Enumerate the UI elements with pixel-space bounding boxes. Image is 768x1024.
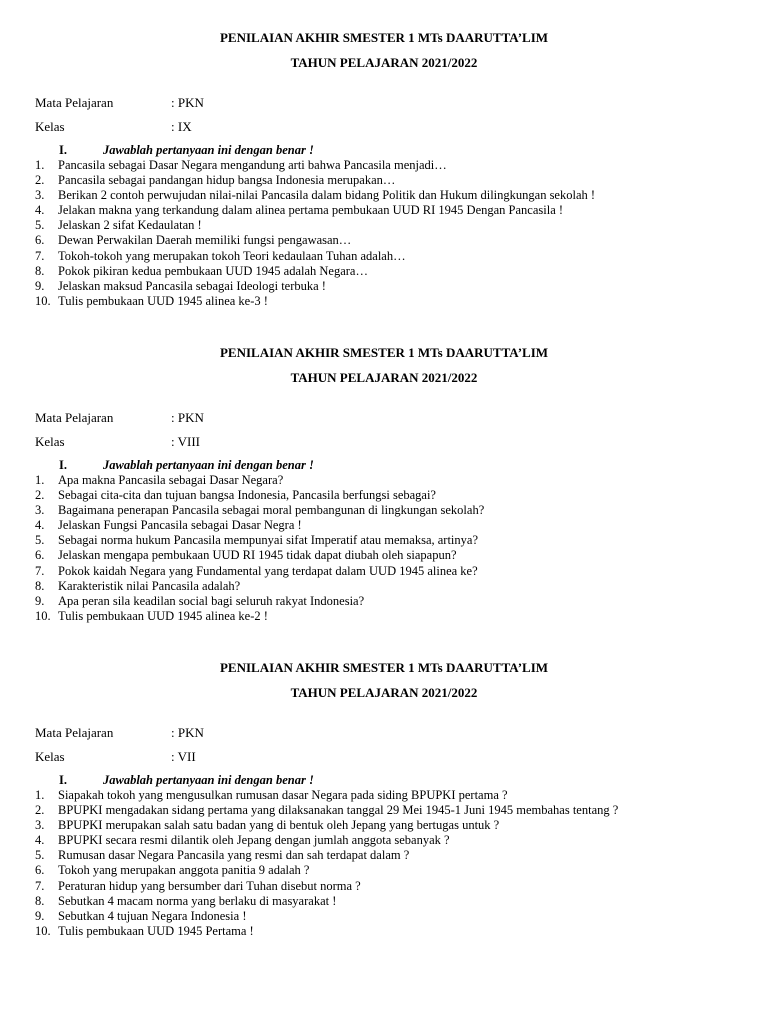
subject-value: : PKN [171,725,204,740]
question-number: 4. [35,833,45,848]
question-number: 7. [35,878,45,893]
question-number: 8. [35,263,45,278]
question-text: BPUPKI secara resmi dilantik oleh Jepang dengan jumlah anggota sebanyak ? [58,833,450,848]
question-text: Jelaskan mengapa pembukaan UUD RI 1945 tidak dapat diubah oleh siapapun? [58,548,457,563]
instruction-heading [59,773,314,788]
question-text: Tokoh yang merupakan anggota panitia 9 adalah ? [58,863,310,878]
section-number: I. [59,773,67,787]
question-text: BPUPKI merupakan salah satu badan yang di bentuk oleh Jepang yang bertugas untuk ? [58,818,500,833]
question-list [35,473,484,624]
question-text: Sebutkan 4 macam norma yang berlaku di masyarakat ! [58,893,337,908]
question-text: Tulis pembukaan UUD 1945 alinea ke-2 ! [58,608,268,623]
question-text: Sebutkan 4 tujuan Negara Indonesia ! [58,908,247,923]
question-number: 2. [35,488,45,503]
question-item [35,594,484,609]
question-number: 5. [35,533,45,548]
exam-title: PENILAIAN AKHIR SMESTER 1 MTs DAARUTTA’LIM [219,660,549,675]
question-number: 9. [35,593,45,608]
question-item [35,203,595,218]
question-item [35,294,595,309]
question-item [35,848,618,863]
class-label: Kelas [35,749,65,764]
question-text: Jelakan makna yang terkandung dalam alinea pertama pembukaan UUD RI 1945 Dengan Pancasila ! [58,203,564,218]
academic-year: TAHUN PELAJARAN 2021/2022 [290,55,478,70]
question-list [35,788,618,939]
question-item [35,894,618,909]
question-number: 1. [35,158,45,172]
class-label: Kelas [35,119,65,134]
question-number: 2. [35,803,45,818]
class-value: : IX [171,119,192,134]
question-item [35,473,484,488]
question-list [35,158,595,309]
question-text: Siapakah tokoh yang mengusulkan rumusan dasar Negara pada siding BPUPKI pertama ? [58,788,508,802]
question-item [35,564,484,579]
question-item [35,579,484,594]
subject-label: Mata Pelajaran [35,95,114,110]
question-text: Apa peran sila keadilan social bagi seluruh rakyat Indonesia? [58,593,365,608]
question-item [35,609,484,624]
question-item [35,173,595,188]
question-item [35,249,595,264]
question-text: Karakteristik nilai Pancasila adalah? [58,578,241,593]
question-number: 4. [35,203,45,218]
question-item [35,279,595,294]
question-item [35,788,618,803]
section-number: I. [59,458,67,472]
question-number: 5. [35,218,45,233]
academic-year: TAHUN PELAJARAN 2021/2022 [290,370,478,385]
question-number: 6. [35,863,45,878]
question-number: 7. [35,563,45,578]
class-label: Kelas [35,434,65,449]
question-number: 9. [35,908,45,923]
question-number: 10. [35,293,51,308]
subject-label: Mata Pelajaran [35,725,114,740]
section-number: I. [59,143,67,157]
question-text: Bagaimana penerapan Pancasila sebagai moral pembangunan di lingkungan sekolah? [58,503,485,518]
question-number: 6. [35,233,45,248]
question-item [35,158,595,173]
exam-title: PENILAIAN AKHIR SMESTER 1 MTs DAARUTTA’LIM [219,345,549,360]
question-text: Tokoh-tokoh yang merupakan tokoh Teori kedaulaan Tuhan adalah… [58,248,406,263]
subject-value: : PKN [171,95,204,110]
instruction-heading [59,143,314,158]
question-item [35,218,595,233]
question-number: 6. [35,548,45,563]
question-item [35,818,618,833]
question-number: 8. [35,893,45,908]
question-number: 7. [35,248,45,263]
class-row [35,119,192,135]
question-text: Sebagai norma hukum Pancasila mempunyai sifat Imperatif atau memaksa, artinya? [58,533,478,548]
question-item [35,233,595,248]
subject-row [35,95,204,111]
question-text: Jelaskan 2 sifat Kedaulatan ! [58,218,202,233]
question-text: Sebagai cita-cita dan tujuan bangsa Indonesia, Pancasila berfungsi sebagai? [58,488,436,503]
question-text: Peraturan hidup yang bersumber dari Tuhan disebut norma ? [58,878,361,893]
question-item [35,863,618,878]
question-text: BPUPKI mengadakan sidang pertama yang dilaksanakan tanggal 29 Mei 1945-1 Juni 1945 membahas tentang ? [58,803,619,818]
subject-row [35,725,204,741]
question-number: 9. [35,278,45,293]
question-text: Berikan 2 contoh perwujudan nilai-nilai Pancasila dalam bidang Politik dan Hukum dilingkungan sekolah ! [58,188,596,203]
question-text: Pancasila sebagai Dasar Negara mengandung arti bahwa Pancasila menjadi… [58,158,447,172]
class-value: : VII [171,749,196,764]
question-number: 3. [35,818,45,833]
question-number: 3. [35,188,45,203]
question-number: 1. [35,473,45,487]
question-item [35,924,618,939]
class-row [35,749,196,765]
question-text: Rumusan dasar Negara Pancasila yang resmi dan sah terdapat dalam ? [58,848,410,863]
academic-year: TAHUN PELAJARAN 2021/2022 [290,685,478,700]
subject-value: : PKN [171,410,204,425]
instruction-text: Jawablah pertanyaan ini dengan benar ! [103,143,314,157]
question-text: Pokok kaidah Negara yang Fundamental yang terdapat dalam UUD 1945 alinea ke? [58,563,478,578]
question-number: 5. [35,848,45,863]
question-text: Jelaskan maksud Pancasila sebagai Ideologi terbuka ! [58,278,326,293]
exam-title: PENILAIAN AKHIR SMESTER 1 MTs DAARUTTA’LIM [219,30,549,45]
instruction-text: Jawablah pertanyaan ini dengan benar ! [103,458,314,472]
question-text: Pancasila sebagai pandangan hidup bangsa Indonesia merupakan… [58,173,396,188]
question-item [35,879,618,894]
question-item [35,518,484,533]
question-item [35,188,595,203]
question-text: Dewan Perwakilan Daerah memiliki fungsi pengawasan… [58,233,352,248]
question-number: 4. [35,518,45,533]
question-number: 1. [35,788,45,802]
question-number: 8. [35,578,45,593]
class-value: : VIII [171,434,201,449]
question-item [35,533,484,548]
question-item [35,503,484,518]
question-text: Apa makna Pancasila sebagai Dasar Negara? [58,473,284,487]
question-item [35,264,595,279]
instruction-text: Jawablah pertanyaan ini dengan benar ! [103,773,314,787]
question-number: 3. [35,503,45,518]
question-number: 10. [35,923,51,938]
question-item [35,909,618,924]
question-item [35,833,618,848]
question-text: Pokok pikiran kedua pembukaan UUD 1945 adalah Negara… [58,263,368,278]
subject-label: Mata Pelajaran [35,410,114,425]
instruction-heading [59,458,314,473]
question-number: 2. [35,173,45,188]
subject-row [35,410,204,426]
question-item [35,803,618,818]
question-text: Jelaskan Fungsi Pancasila sebagai Dasar Negra ! [58,518,302,533]
question-item [35,488,484,503]
question-number: 10. [35,608,51,623]
question-text: Tulis pembukaan UUD 1945 alinea ke-3 ! [58,293,268,308]
question-text: Tulis pembukaan UUD 1945 Pertama ! [58,923,254,938]
class-row [35,434,200,450]
question-item [35,548,484,563]
